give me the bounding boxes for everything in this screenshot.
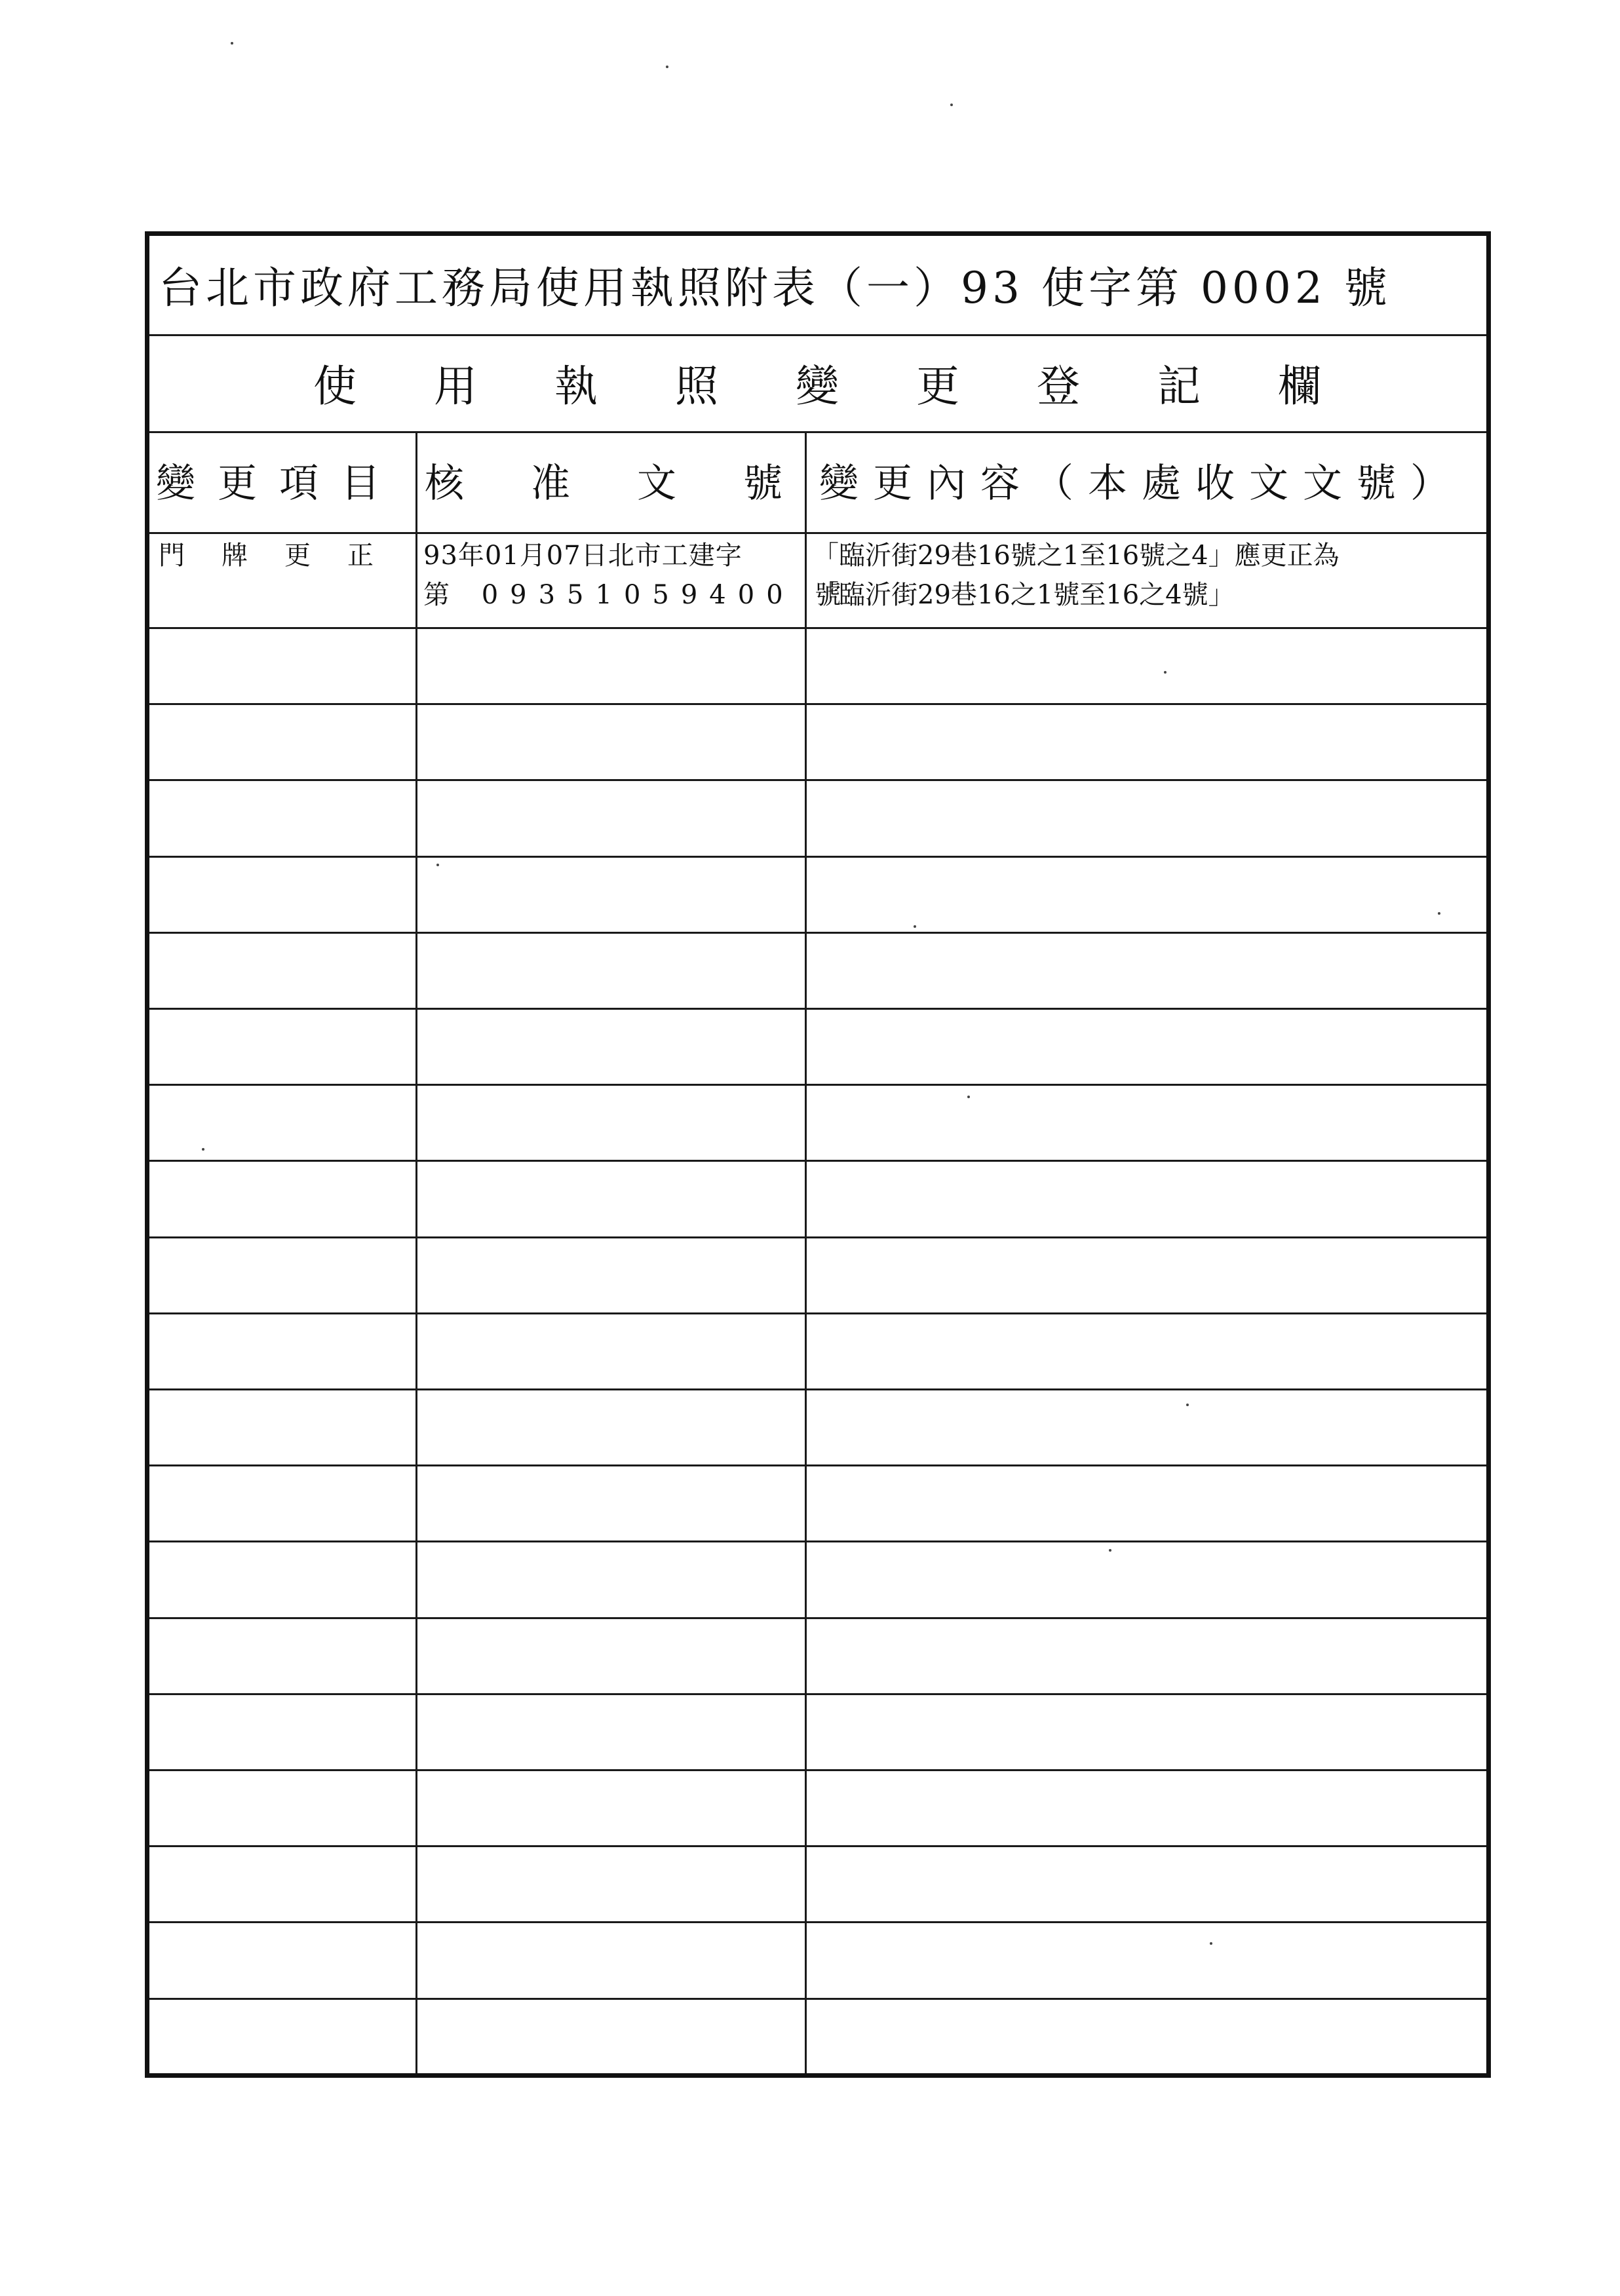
registration-form (145, 231, 1491, 2078)
scan-speck (1186, 1404, 1189, 1406)
scan-speck (950, 104, 953, 106)
title-divider (149, 334, 1486, 336)
scan-speck (436, 864, 439, 866)
column-header-change-content: 變更內容（本處收文文號） (819, 461, 1464, 507)
table-row-line (149, 856, 1486, 858)
table-row-line (149, 932, 1486, 934)
table-row-line (149, 1769, 1486, 1771)
row-1-content-line-1: 「臨沂街29巷16號之1至16號之4」應更正為 (813, 541, 1340, 571)
table-row-line (149, 1084, 1486, 1086)
table-row-line (149, 1693, 1486, 1695)
table-row-line (149, 779, 1486, 781)
table-row-line (149, 1312, 1486, 1314)
table-row-line (149, 1998, 1486, 2000)
column-divider-2 (805, 431, 807, 2073)
column-header-change-item: 變更項目 (156, 461, 402, 507)
scan-speck (1164, 671, 1167, 674)
scan-speck (231, 42, 233, 45)
table-row-line (149, 1540, 1486, 1542)
table-row-line (149, 1464, 1486, 1466)
scan-speck (914, 925, 916, 928)
table-row-line (149, 703, 1486, 705)
form-title: 台北市政府工務局使用執照附表（一）93 使字第 0002 號 (159, 263, 1391, 313)
subtitle-divider (149, 431, 1486, 433)
column-header-approval-number: 核准文號 (425, 461, 849, 507)
header-divider (149, 532, 1486, 534)
scan-speck (202, 1148, 204, 1151)
scan-speck (1210, 1942, 1212, 1945)
scan-speck (1438, 912, 1440, 915)
row-1-change-item: 門牌更正 (159, 541, 410, 571)
table-row-line (149, 1845, 1486, 1847)
table-row-line (149, 1160, 1486, 1162)
form-subtitle: 使用執照變更登記欄 (313, 361, 1398, 411)
row-1-approval-line-1: 93年01月07日北市工建字 (423, 541, 742, 571)
row-1-approval-line-2: 第 09351059400 號 (423, 580, 853, 610)
table-row-line (149, 1388, 1486, 1390)
table-row-line (149, 1236, 1486, 1238)
table-row-line (149, 627, 1486, 629)
row-1-content-line-2: 「臨沂街29巷16之1號至16之4號」 (813, 580, 1235, 610)
table-row-line (149, 1008, 1486, 1010)
column-divider-1 (415, 431, 417, 2073)
table-row-line (149, 1617, 1486, 1619)
scan-speck (1109, 1549, 1111, 1552)
table-row-line (149, 1921, 1486, 1923)
scan-speck (967, 1096, 970, 1098)
scan-speck (666, 66, 668, 68)
